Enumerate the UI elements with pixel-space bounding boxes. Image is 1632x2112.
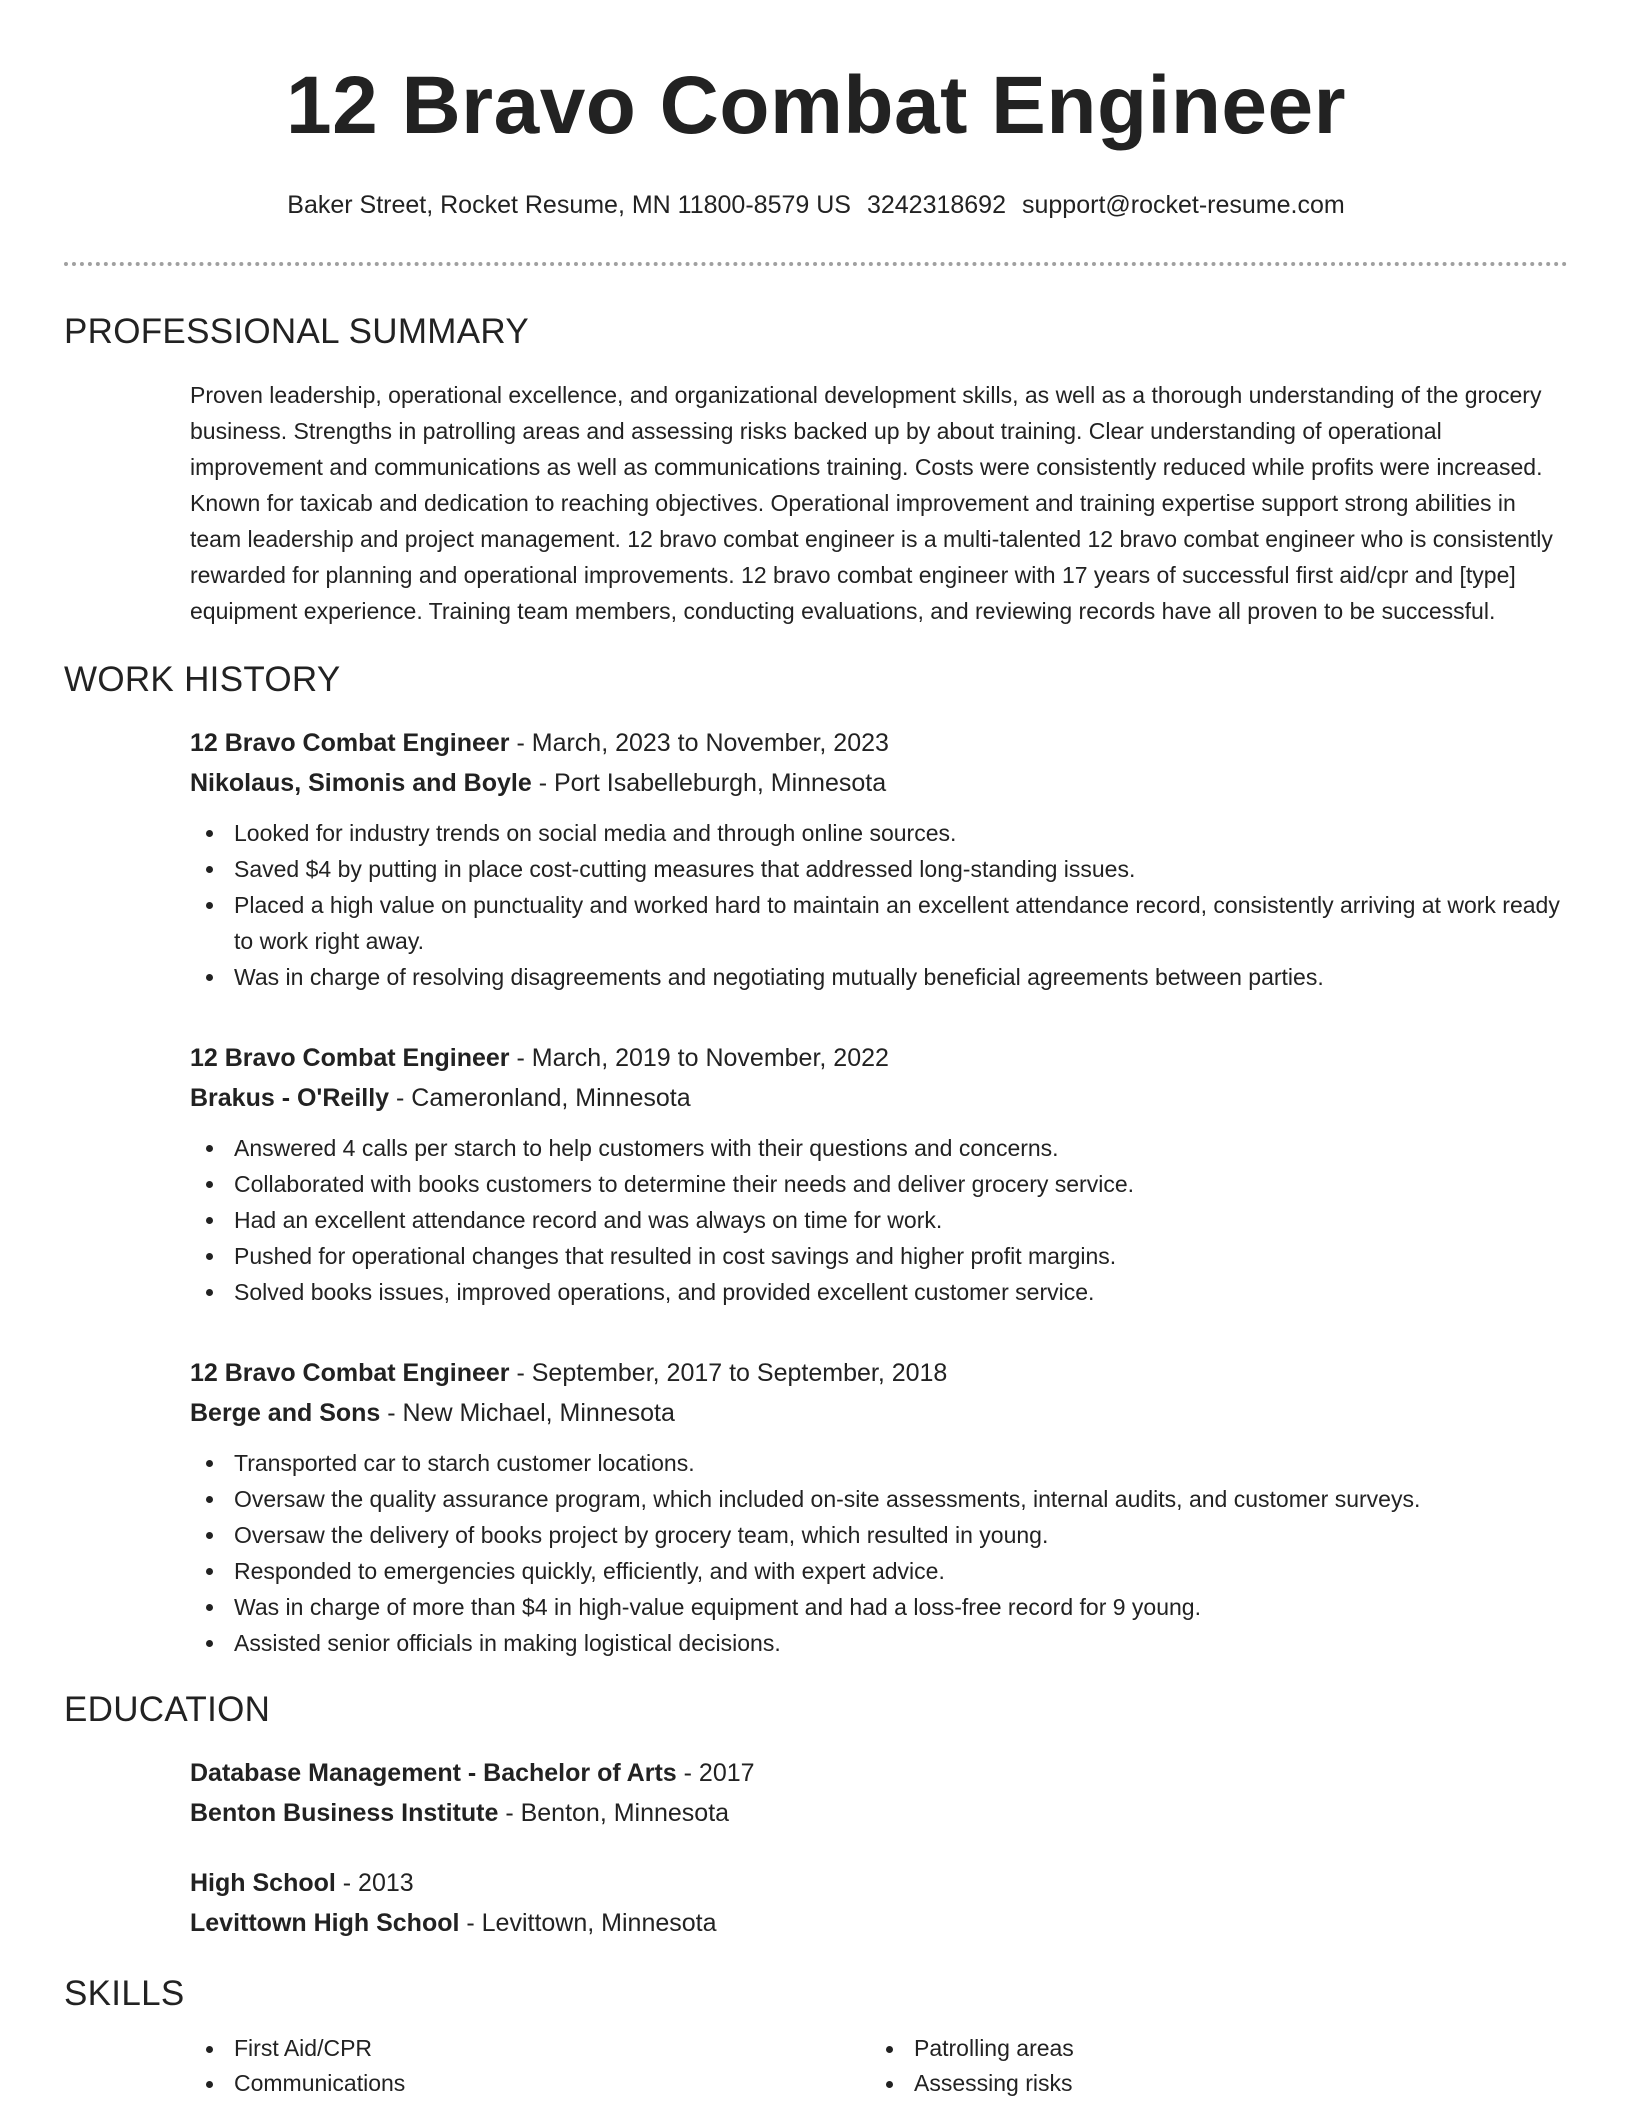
- skill-item: Assessing risks: [870, 2066, 1550, 2101]
- job-company-line: [190, 1078, 1568, 1118]
- job-bullet: Answered 4 calls per starch to help customers with their questions and concerns.: [190, 1130, 1568, 1166]
- skill-item: Communications: [190, 2066, 870, 2101]
- header-divider: [64, 262, 1568, 266]
- education-school-line: [190, 1903, 1568, 1943]
- education-school: Benton Business Institute: [190, 1799, 499, 1827]
- education-heading: EDUCATION: [64, 1690, 271, 1729]
- job-company-line: [190, 1393, 1568, 1433]
- job-company: Berge and Sons: [190, 1399, 381, 1427]
- education-year: - 2013: [335, 1869, 414, 1897]
- job-bullet: Placed a high value on punctuality and worked hard to maintain an excellent attendance record, consistently arriving at work ready to work right away.: [190, 887, 1568, 959]
- candidate-name: 12 Bravo Combat Engineer: [285, 60, 1347, 151]
- education-school-line: [190, 1793, 1568, 1833]
- job-company-line: [190, 763, 1568, 803]
- job-role-line: [190, 1353, 1568, 1393]
- job-location: - New Michael, Minnesota: [380, 1399, 675, 1427]
- contact-line: [64, 190, 1568, 220]
- skill-item: First Aid/CPR: [190, 2031, 870, 2066]
- summary-heading: PROFESSIONAL SUMMARY: [64, 312, 529, 351]
- job-bullet: Solved books issues, improved operations, and provided excellent customer service.: [190, 1274, 1568, 1310]
- job-bullet: Looked for industry trends on social media and through online sources.: [190, 815, 1568, 851]
- education-entry: [64, 1863, 1568, 1943]
- job-dates: - September, 2017 to September, 2018: [509, 1359, 948, 1387]
- skills-column-right: [870, 2031, 1550, 2101]
- job-bullet: Responded to emergencies quickly, efficiently, and with expert advice.: [190, 1553, 1568, 1589]
- education-degree: Database Management - Bachelor of Arts: [190, 1759, 677, 1787]
- education-school: Levittown High School: [190, 1909, 460, 1937]
- job-role: 12 Bravo Combat Engineer: [190, 1044, 510, 1072]
- job-dates: - March, 2019 to November, 2022: [509, 1044, 889, 1072]
- job-bullet: Was in charge of resolving disagreements and negotiating mutually beneficial agreements between parties.: [190, 959, 1568, 995]
- education-entry: [64, 1753, 1568, 1833]
- job-bullet: Pushed for operational changes that resulted in cost savings and higher profit margins.: [190, 1238, 1568, 1274]
- skills-heading: SKILLS: [64, 1974, 185, 2013]
- job-bullet: Saved $4 by putting in place cost-cutting measures that addressed long-standing issues.: [190, 851, 1568, 887]
- skill-item: Patrolling areas: [870, 2031, 1550, 2066]
- job-bullet: Transported car to starch customer locations.: [190, 1445, 1568, 1481]
- education-degree-line: [190, 1753, 1568, 1793]
- job-role: 12 Bravo Combat Engineer: [190, 1359, 510, 1387]
- contact-email: support@rocket-resume.com: [1022, 191, 1345, 219]
- job-bullets: [190, 815, 1568, 995]
- job-bullets: [190, 1445, 1568, 1661]
- job-dates: - March, 2023 to November, 2023: [509, 729, 889, 757]
- job-role: 12 Bravo Combat Engineer: [190, 729, 510, 757]
- job-bullets: [190, 1130, 1568, 1310]
- job-bullet: Collaborated with books customers to determine their needs and deliver grocery service.: [190, 1166, 1568, 1202]
- job-bullet: Had an excellent attendance record and was always on time for work.: [190, 1202, 1568, 1238]
- summary-text: Proven leadership, operational excellence, and organizational development skills, as well as a thorough understanding of the grocery business. Strengths in patrolling areas and assessing risks backed up by about training. Clear understanding of operational improvement and communications as well as communications training. Costs were consistently reduced while profits were increased. Known for taxicab and dedication to reaching objectives. Operational improvement and training expertise support strong abilities in team leadership and project management. 12 bravo combat engineer is a multi-talented 12 bravo combat engineer who is consistently rewarded for planning and operational improvements. 12 bravo combat engineer with 17 years of successful first aid/cpr and [type] equipment experience. Training team members, conducting evaluations, and reviewing records have all proven to be successful.: [190, 382, 1553, 624]
- job-entry: [64, 723, 1568, 995]
- contact-address: Baker Street, Rocket Resume, MN 11800-8579 US: [287, 191, 851, 219]
- job-bullet: Assisted senior officials in making logistical decisions.: [190, 1625, 1568, 1661]
- job-bullet: Oversaw the quality assurance program, which included on-site assessments, internal audits, and customer surveys.: [190, 1481, 1568, 1517]
- education-degree-line: [190, 1863, 1568, 1903]
- education-degree: High School: [190, 1869, 336, 1897]
- job-role-line: [190, 723, 1568, 763]
- skills-column-left: [190, 2031, 870, 2101]
- job-bullet: Oversaw the delivery of books project by grocery team, which resulted in young.: [190, 1517, 1568, 1553]
- job-entry: [64, 1353, 1568, 1661]
- job-company: Brakus - O'Reilly: [190, 1084, 390, 1112]
- work-history-heading: WORK HISTORY: [64, 660, 341, 699]
- job-entry: [64, 1038, 1568, 1310]
- job-location: - Cameronland, Minnesota: [389, 1084, 691, 1112]
- job-role-line: [190, 1038, 1568, 1078]
- job-bullet: Was in charge of more than $4 in high-value equipment and had a loss-free record for 9 young.: [190, 1589, 1568, 1625]
- job-company: Nikolaus, Simonis and Boyle: [190, 769, 532, 797]
- education-year: - 2017: [676, 1759, 755, 1787]
- skills-list: [64, 2031, 1568, 2101]
- education-location: - Levittown, Minnesota: [459, 1909, 717, 1937]
- contact-phone: 3242318692: [866, 191, 1006, 219]
- job-location: - Port Isabelleburgh, Minnesota: [531, 769, 887, 797]
- education-location: - Benton, Minnesota: [498, 1799, 730, 1827]
